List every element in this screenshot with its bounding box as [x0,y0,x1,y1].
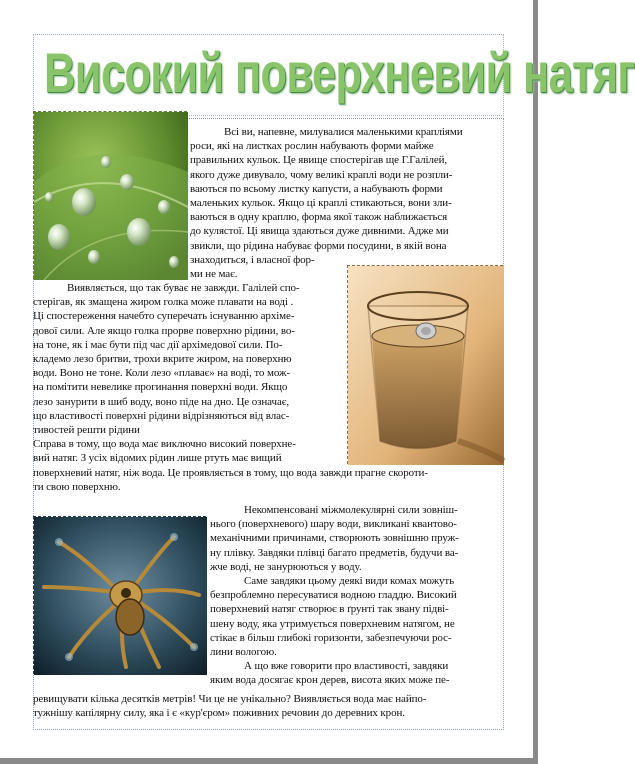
text-line: води. Воно не тоне. Коли лезо «плаває» на воді, то мож- [33,367,291,380]
text-line: до кулястої. Ці явища здаються дуже дивними. Адже ми [190,225,449,238]
text-line: тужнішу капілярну силу, яка і є «кур'єром» поживних речовин до деревних крон. [33,707,405,720]
text-line: маленьких кульок. Якщо ці краплі стикаються, вони зли- [190,197,452,210]
text-line: ваються в одну краплю, форма якої також наближається [190,211,448,224]
paragraph-surface-tension [33,466,501,494]
text-line: Ці спостереження начебто суперечать існуванню архіме- [33,310,295,323]
text-line: ваються по всьому листку капусти, а набувають форми [190,182,443,195]
water-spider-picture [34,517,207,675]
page-frame-right [533,0,538,764]
text-line: яким вода досягає крон дерев, висота яких може пе- [210,674,450,687]
text-line: Виявляється, що так буває не завжди. Галілей спо- [67,282,300,294]
text-line: ми не має. [190,268,238,281]
glass-coin-image [347,265,503,464]
text-line: механічними причинами, створюють зовнішню пруж- [210,532,459,545]
text-line: поверхневий натяг створює в ґрунті так звану підві- [210,603,449,616]
text-line: Всі ви, напевне, милувалися маленькими крапліями [224,126,463,138]
title-frame [33,34,635,116]
text-line: вий натяг. З усіх відомих рідин лише ртуть має вищий [33,452,282,465]
text-line: ну плівку. Завдяки плівці багато предметів, будучи ва- [210,546,459,559]
text-line: знаходиться, і власної фор- [190,253,315,266]
text-line: що властивості поверхні рідини відрізняються від влас- [33,409,290,422]
text-line: стерігав, як змащена жиром голка може плавати на воді . [33,296,294,309]
text-line: правильних кульок. Це явище спостерігав ще Г.Галілей, [190,154,448,167]
text-line: безпроблемно пересуватися водною гладдю. Високий [210,589,457,602]
text-line: дової сили. Але якщо голка прорве поверхню рідини, во- [33,324,295,337]
water-spider-image [33,516,206,674]
text-line: кладемо лезо бритви, трохи вкрите жиром, на поверхню [33,353,292,366]
text-line: нього (поверхневого) шару води, викликані квантово- [210,518,457,531]
text-line: Саме завдяки цьому деякі види комах можуть [244,575,455,588]
text-line: стікає в більш глибокі горизонти, забезпечуючи рос- [210,631,452,644]
glass-coin-picture [348,266,504,465]
page-title: Високий поверхневий натяг [44,41,635,104]
paragraph-surface-film [210,503,501,688]
text-line: лини вологою. [210,646,277,659]
text-line: на тоне, як і має бути під час дії архімедової сили. По- [33,338,283,351]
text-line: Некомпенсовані міжмолекулярні сили зовніш- [244,504,458,516]
text-line: ти свою поверхню. [33,481,121,494]
leaf-drops-picture [34,112,188,280]
page-frame-bottom [0,758,538,764]
paragraph-dew-drops [190,125,499,281]
text-line: на помітити невелике прогинання поверхні води. Якщо [33,381,288,394]
text-line: лезо занурити в шиб воду, воно піде на дно. Це означає, [33,395,289,408]
text-line: Справа в тому, що вода має виключно високий поверхне- [33,438,296,451]
text-line: звикли, що рідина набуває форми посудини, в якій вона [190,239,447,252]
text-line: А що вже говорити про властивості, завдяки [244,660,449,673]
text-line: шену воду, яка утримується поверхневим натягом, не [210,617,455,630]
paragraph-floating-needle [33,281,344,466]
text-line: якого дуже дивувало, чому великі краплі води не розпли- [190,168,453,181]
leaf-drops-image [33,111,187,279]
text-line: роси, які на листках рослин набувають форми майже [190,140,434,153]
text-line: тивостей решти рідини [33,424,140,437]
text-line: поверхневий натяг, ніж вода. Це проявляється в тому, що вода завжди прагне скороти- [33,467,428,479]
text-line: ревищувати кілька десятків метрів! Чи це не унікально? Виявляється вода має найпо- [33,693,427,705]
paragraph-capillary [33,692,501,720]
text-line: жче воді, не занурюються у воду. [210,560,362,573]
